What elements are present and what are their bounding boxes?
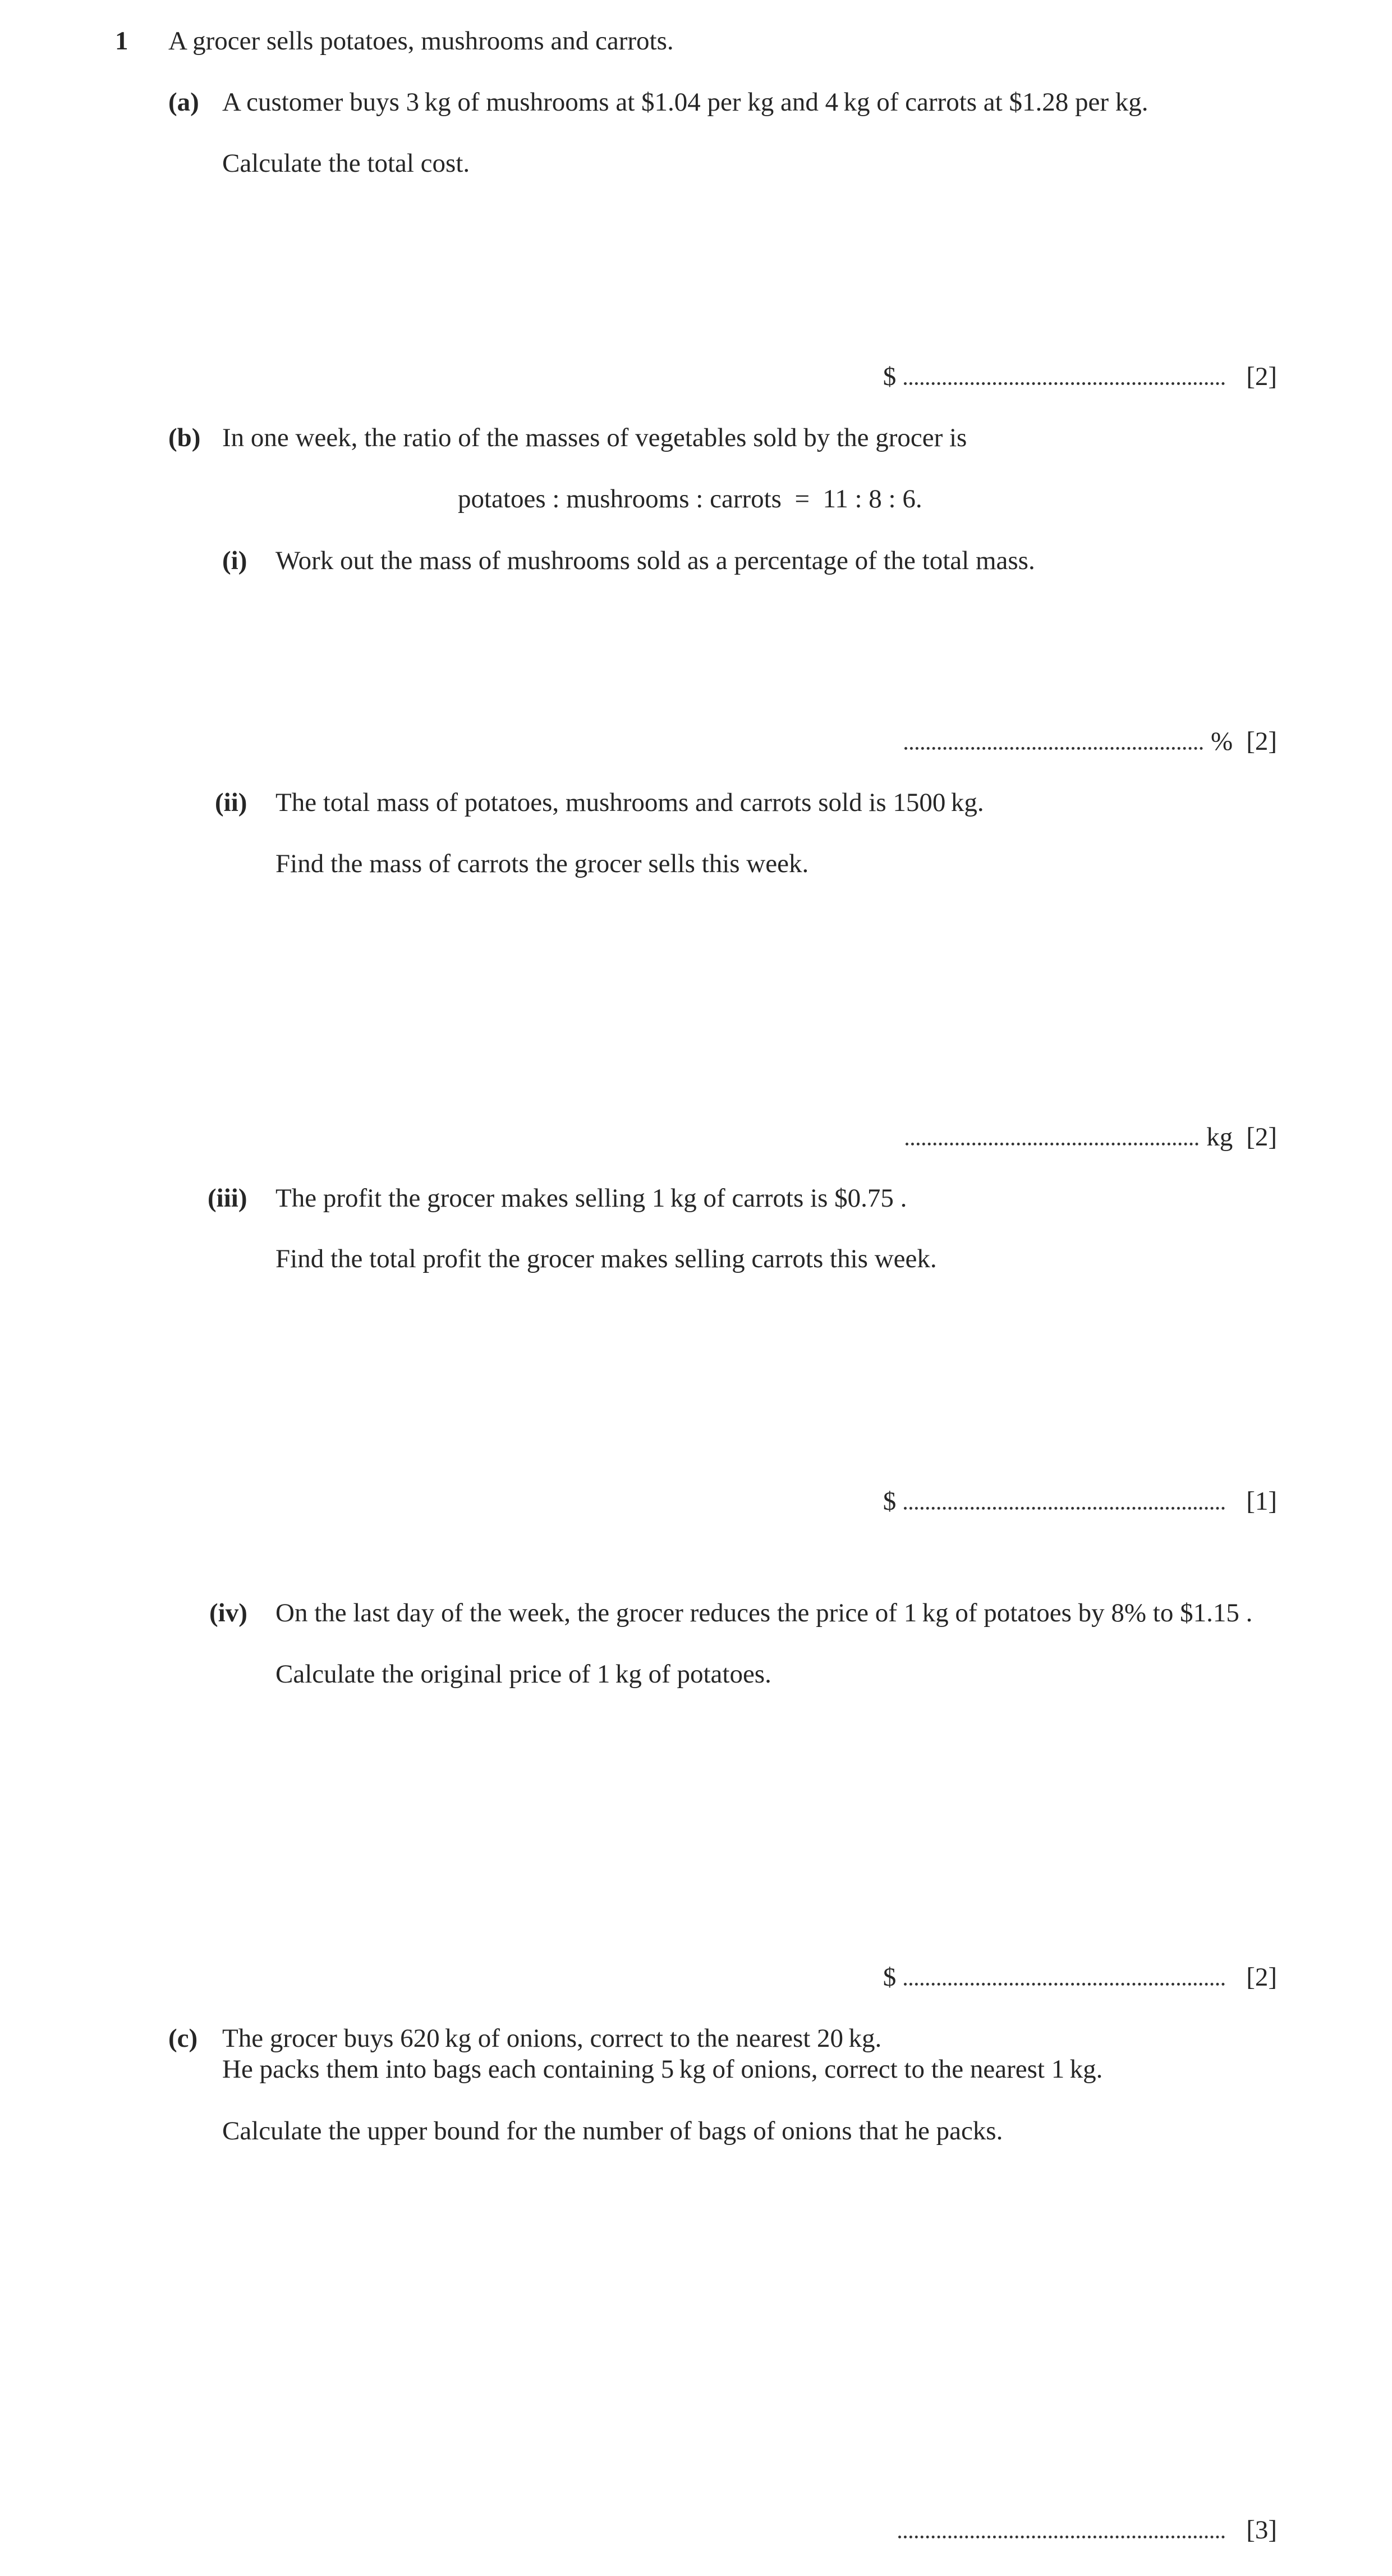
part-b-iii-label: (iii) [208,1184,247,1213]
part-b-ii-answer-line[interactable] [898,1124,1277,1151]
part-c-label: (c) [168,2024,198,2053]
marks-label: [2] [1246,727,1277,756]
part-a-answer-line[interactable] [883,364,1277,390]
ratio-statement: potatoes : mushrooms : carrots = 11 : 8 : 6. [458,484,922,514]
part-c-text-line2: He packs them into bags each containing 5 kg of onions, correct to the nearest 1 kg. [222,2055,1103,2084]
part-b-i-text: Work out the mass of mushrooms sold as a percentage of the total mass. [275,546,1035,575]
question-intro: A grocer sells potatoes, mushrooms and carrots. [168,26,674,56]
answer-unit: % [1211,727,1233,756]
answer-prefix: $ [883,362,897,391]
marks-label: [2] [1246,1963,1277,1992]
part-b-ii-text: The total mass of potatoes, mushrooms and carrots sold is 1500 kg. [275,788,984,817]
part-b-iv-answer-line[interactable] [883,1964,1277,1991]
marks-label: [2] [1246,362,1277,391]
answer-unit: kg [1206,1122,1233,1152]
answer-dotted-line[interactable] [904,377,1225,385]
marks-label: [3] [1246,2515,1277,2545]
part-b-iii-text: The profit the grocer makes selling 1 kg of carrots is $0.75 . [275,1184,907,1213]
part-b-iv-instruction: Calculate the original price of 1 kg of potatoes. [275,1660,771,1689]
answer-prefix: $ [883,1963,897,1992]
part-c-text-line1: The grocer buys 620 kg of onions, correct to the nearest 20 kg. [222,2024,882,2053]
part-a-instruction: Calculate the total cost. [222,149,470,178]
part-b-iii-answer-line[interactable] [883,1488,1277,1515]
part-b-i-label: (i) [222,546,247,575]
part-b-iv-label: (iv) [209,1598,247,1628]
part-b-label: (b) [168,423,201,452]
answer-dotted-line[interactable] [904,1977,1225,1986]
marks-label: [2] [1246,1122,1277,1152]
part-c-instruction: Calculate the upper bound for the number of bags of onions that he packs. [222,2116,1003,2146]
part-b-iv-text: On the last day of the week, the grocer reduces the price of 1 kg of potatoes by 8% to $1.15 . [275,1598,1253,1628]
part-c-answer-line[interactable] [890,2517,1277,2543]
answer-prefix: $ [883,1487,897,1516]
part-b-text: In one week, the ratio of the masses of vegetables sold by the grocer is [222,423,967,452]
part-a-label: (a) [168,88,199,117]
part-b-iii-instruction: Find the total profit the grocer makes selling carrots this week. [275,1244,937,1273]
question-number: 1 [115,26,128,56]
answer-dotted-line[interactable] [898,2530,1225,2538]
answer-dotted-line[interactable] [904,741,1203,750]
part-b-ii-instruction: Find the mass of carrots the grocer sells this week. [275,849,809,878]
part-b-ii-label: (ii) [215,788,247,817]
answer-dotted-line[interactable] [904,1501,1225,1510]
marks-label: [1] [1246,1487,1277,1516]
part-b-i-answer-line[interactable] [897,728,1277,755]
part-a-text: A customer buys 3 kg of mushrooms at $1.04 per kg and 4 kg of carrots at $1.28 per kg. [222,88,1148,117]
answer-dotted-line[interactable] [906,1137,1198,1145]
